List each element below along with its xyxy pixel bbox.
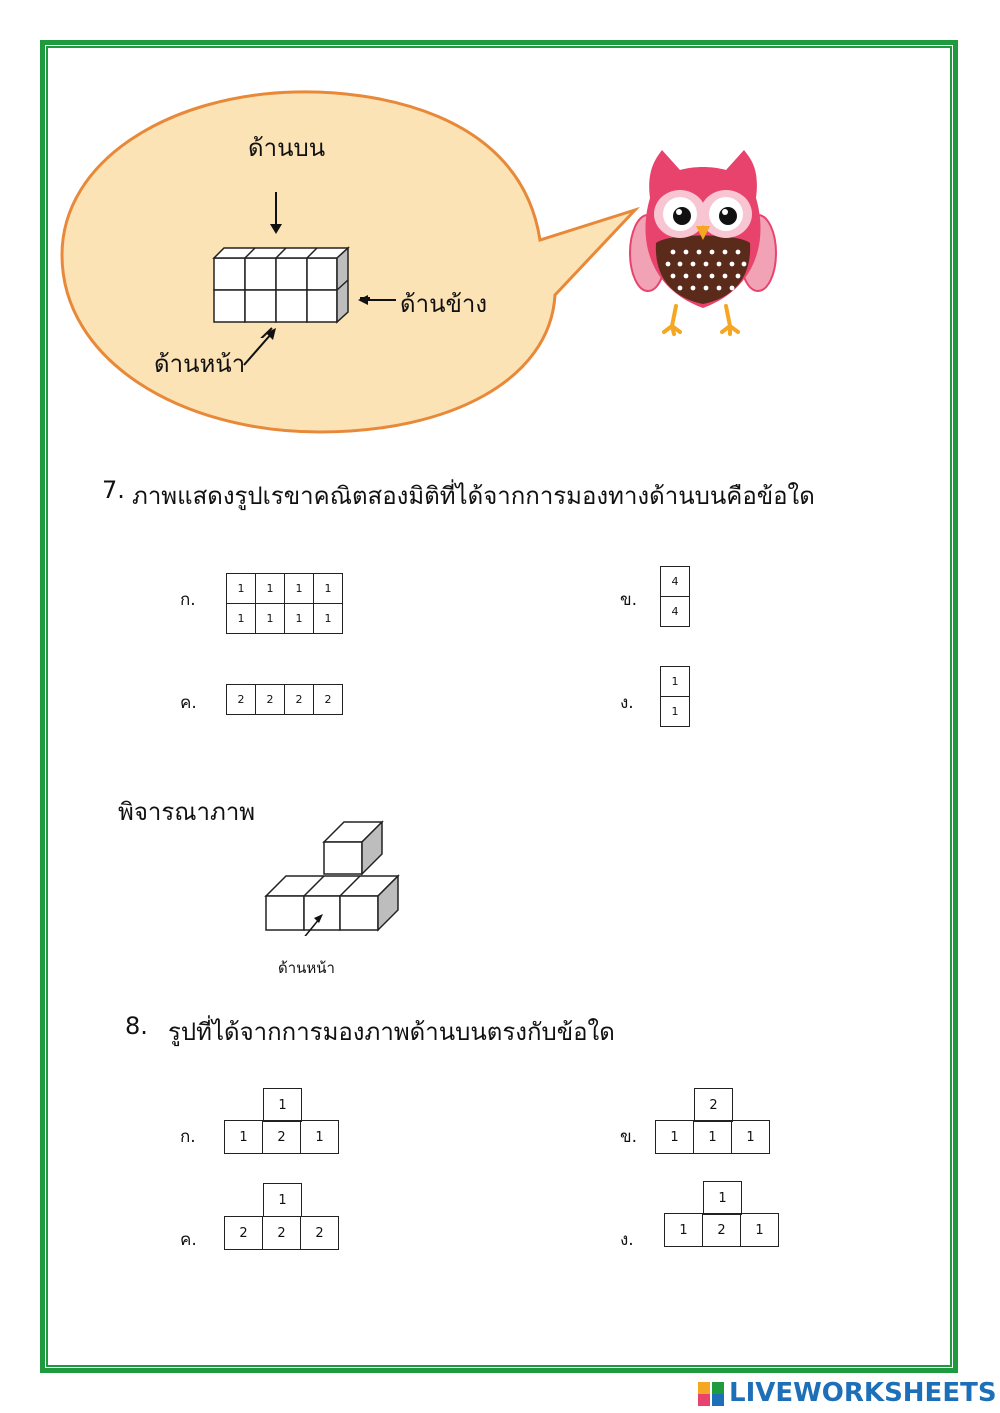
label-front: ด้านหน้า xyxy=(154,350,246,378)
q8-option-a-label[interactable]: ก. xyxy=(180,1127,196,1147)
q8-option-c-grid[interactable]: 2 2 2 xyxy=(224,1216,339,1250)
q7-option-a-grid[interactable]: 1 1 1 1 1 1 1 1 xyxy=(226,573,343,634)
q8-option-a-top[interactable]: 1 xyxy=(263,1088,302,1122)
consider-title: พิจารณาภาพ xyxy=(118,798,256,826)
q7-option-c-label[interactable]: ค. xyxy=(180,693,197,713)
q8-option-c-label[interactable]: ค. xyxy=(180,1230,197,1250)
q7-text: ภาพแสดงรูปเรขาคณิตสองมิติที่ได้จากการมองทางด้านบนคือข้อใด xyxy=(132,482,815,510)
q7-option-c-grid[interactable]: 2 2 2 2 xyxy=(226,684,343,715)
liveworksheets-logo xyxy=(697,1378,997,1408)
box-figure xyxy=(200,188,370,338)
owl-illustration xyxy=(628,148,778,336)
logo-squares-icon xyxy=(697,1382,725,1406)
q7-option-b-grid[interactable]: 4 4 xyxy=(660,566,690,627)
q7-option-d-grid[interactable]: 1 1 xyxy=(660,666,690,727)
label-side: ด้านข้าง xyxy=(400,290,488,318)
q8-text: รูปที่ได้จากการมองภาพด้านบนตรงกับข้อใด xyxy=(168,1018,615,1046)
q7-option-b-label[interactable]: ข. xyxy=(620,590,638,610)
arrow-front-icon xyxy=(240,325,280,370)
label-top: ด้านบน xyxy=(248,134,326,162)
q7-option-a-label[interactable]: ก. xyxy=(180,590,196,610)
q8-option-a-grid[interactable]: 1 2 1 xyxy=(224,1120,339,1154)
q7-option-d-label[interactable]: ง. xyxy=(620,693,634,713)
q8-option-b-grid[interactable]: 1 1 1 xyxy=(655,1120,770,1154)
q8-number: 8. xyxy=(125,1012,148,1040)
q7-number: 7. xyxy=(102,476,125,504)
q8-option-b-top[interactable]: 2 xyxy=(694,1088,733,1122)
block-figure xyxy=(262,818,407,936)
q8-option-d-top[interactable]: 1 xyxy=(703,1181,742,1215)
q8-option-c-top[interactable]: 1 xyxy=(263,1183,302,1217)
q8-option-d-grid[interactable]: 1 2 1 xyxy=(664,1213,779,1247)
brand-text: LIVEWORKSHEETS xyxy=(729,1378,997,1408)
q8-option-b-label[interactable]: ข. xyxy=(620,1127,638,1147)
consider-front-label: ด้านหน้า xyxy=(278,959,335,977)
arrow-side-icon xyxy=(356,290,396,310)
q8-option-d-label[interactable]: ง. xyxy=(620,1230,634,1250)
